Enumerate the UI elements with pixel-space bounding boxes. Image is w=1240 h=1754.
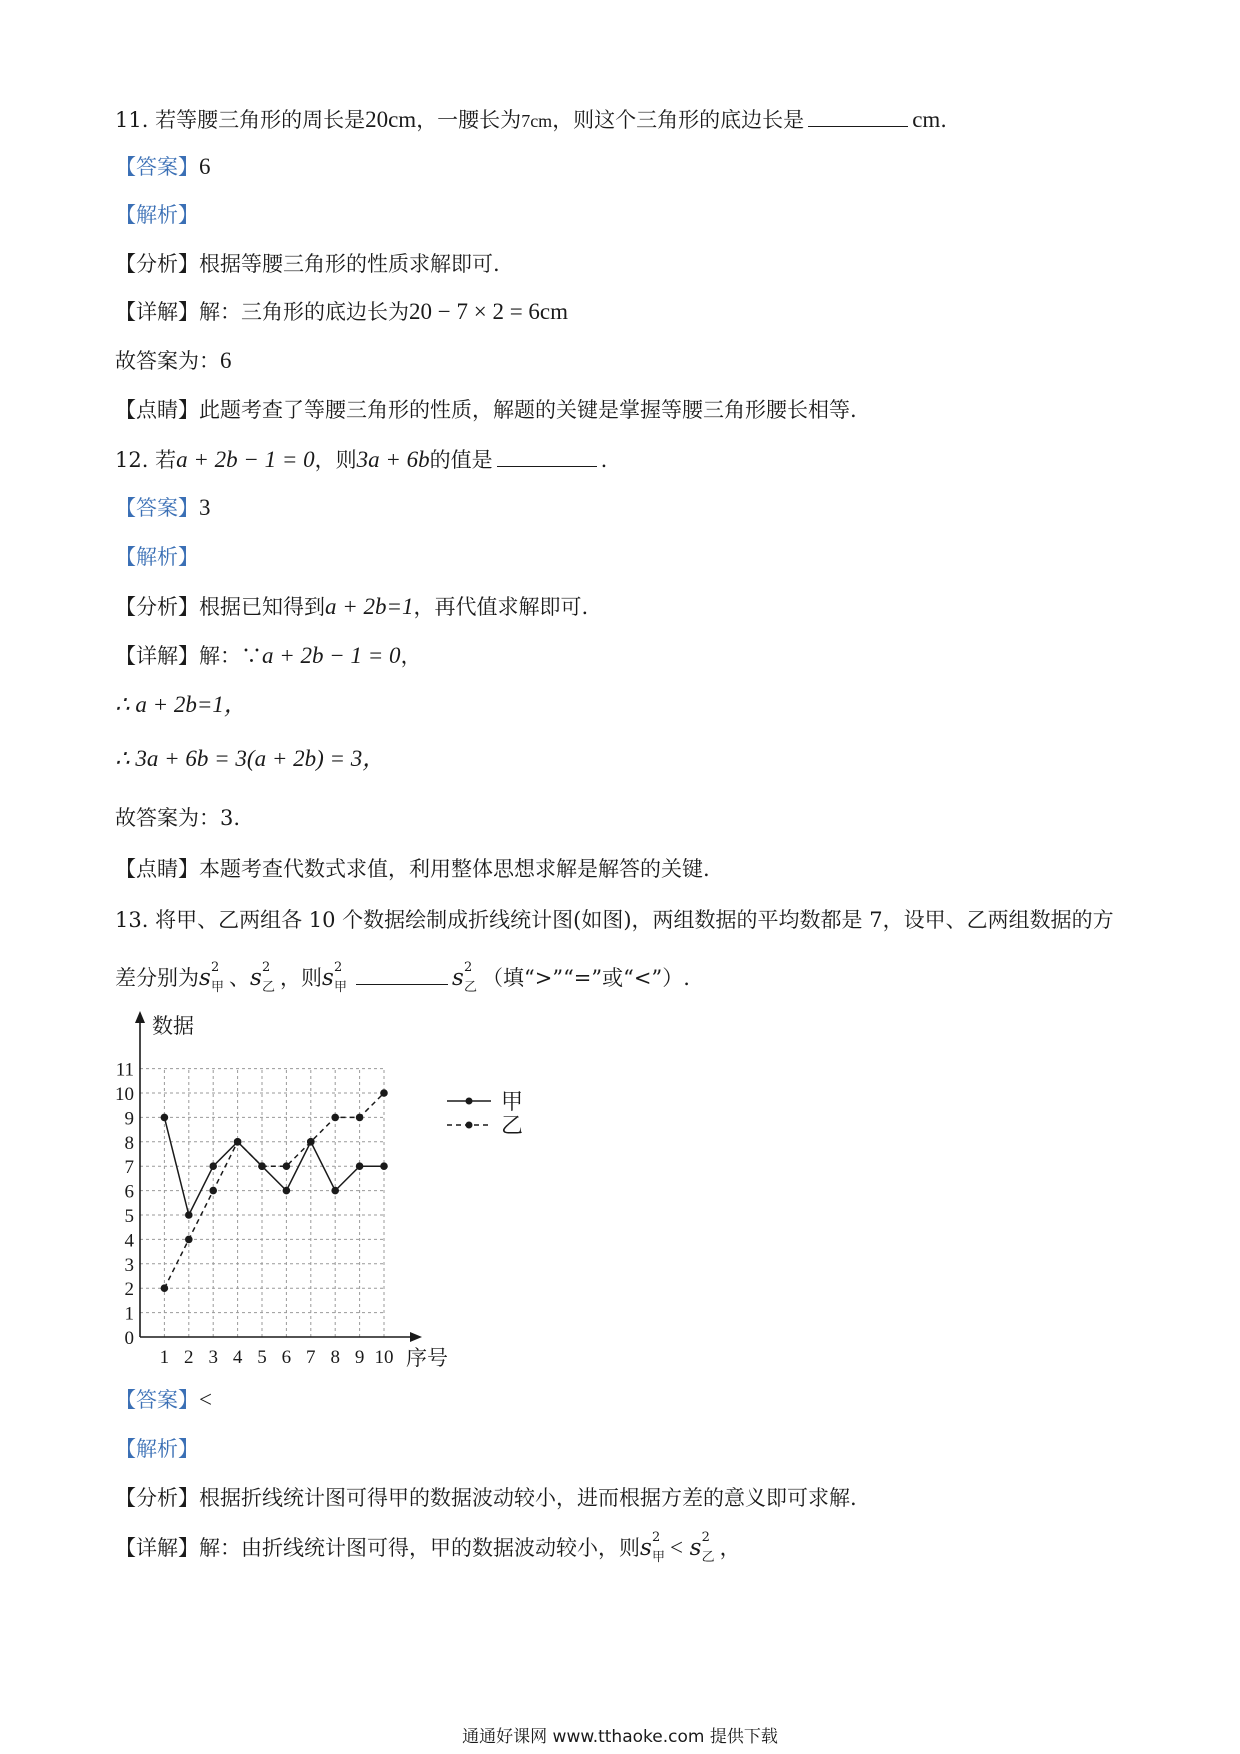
q12-dianjing: 【点睛】本题考查代数式求值，利用整体思想求解是解答的关键. bbox=[115, 857, 710, 881]
s-jia-squared: s 2 甲 bbox=[199, 960, 225, 995]
q12-step1: ∴ a + 2b=1， bbox=[115, 692, 247, 717]
legend-marker-yi bbox=[466, 1122, 473, 1129]
y-axis-arrow bbox=[135, 1011, 145, 1023]
y-tick-label: 8 bbox=[124, 1132, 134, 1154]
x-tick-label: 10 bbox=[374, 1347, 394, 1368]
q12-xiangjie: 【详解】解：∵a + 2b − 1 = 0， bbox=[115, 643, 422, 668]
data-point-yi bbox=[380, 1089, 388, 1097]
q11-blank[interactable] bbox=[808, 104, 908, 127]
y-tick-label: 10 bbox=[115, 1084, 134, 1105]
y-tick-label: 9 bbox=[124, 1108, 134, 1130]
q11-dianjing: 【点睛】此题考查了等腰三角形的性质，解题的关键是掌握等腰三角形腰长相等. bbox=[115, 398, 857, 422]
q11-fenxi: 【分析】根据等腰三角形的性质求解即可. bbox=[115, 252, 500, 276]
line-chart bbox=[115, 1005, 595, 1380]
y-tick-label: 2 bbox=[124, 1279, 134, 1301]
x-axis-label: 序号 bbox=[406, 1346, 448, 1370]
q12-stem: 12. 若a + 2b − 1 = 0，则3a + 6b的值是 . bbox=[115, 444, 607, 475]
q11-final: 故答案为：6 bbox=[115, 348, 232, 373]
x-axis-arrow bbox=[410, 1332, 422, 1342]
q12-step2: ∴ 3a + 6b = 3(a + 2b) = 3， bbox=[115, 746, 386, 771]
q13-answer: 【答案】< bbox=[115, 1387, 212, 1412]
data-point-jia bbox=[185, 1211, 193, 1219]
data-point-jia bbox=[356, 1162, 364, 1170]
y-tick-label: 3 bbox=[124, 1254, 134, 1276]
x-tick-label: 1 bbox=[159, 1347, 170, 1368]
q13-analysis-tag: 【解析】 bbox=[115, 1437, 199, 1461]
s-jia-squared-2: s 2 甲 bbox=[322, 960, 348, 995]
x-tick-label: 6 bbox=[281, 1347, 292, 1368]
footer: 通通好课网 www.tthaoke.com 提供下载 bbox=[462, 1727, 778, 1747]
s-yi-squared-2: s 2 乙 bbox=[452, 960, 478, 995]
q13-stem-line2: 差分别为s 2 甲 、s 2 乙 ，则s 2 甲 s 2 乙 （填“>”“=”或“<”）. bbox=[115, 960, 690, 995]
data-point-jia bbox=[380, 1162, 388, 1170]
legend-marker-jia bbox=[466, 1098, 473, 1105]
y-tick-label: 6 bbox=[124, 1181, 134, 1203]
data-point-yi bbox=[331, 1114, 339, 1122]
x-tick-label: 8 bbox=[330, 1347, 340, 1368]
y-tick-label: 0 bbox=[124, 1328, 134, 1349]
y-tick-label: 7 bbox=[124, 1157, 134, 1179]
q13-stem-line1: 13. 将甲、乙两组各 10 个数据绘制成折线统计图(如图)，两组数据的平均数都是 7，设甲、乙两组数据的方 bbox=[115, 908, 1114, 932]
q11-stem: 11. 若等腰三角形的周长是20cm，一腰长为7cm，则这个三角形的底边长是 cm. bbox=[115, 104, 947, 136]
s-yi-squared-3: s 2 乙 bbox=[689, 1530, 715, 1565]
data-point-jia bbox=[161, 1114, 169, 1122]
x-tick-label: 7 bbox=[306, 1347, 316, 1368]
data-point-jia bbox=[283, 1187, 291, 1195]
x-tick-label: 5 bbox=[257, 1347, 267, 1368]
data-point-yi bbox=[356, 1114, 364, 1122]
data-point-jia bbox=[209, 1162, 217, 1170]
q13-xiangjie: 【详解】解：由折线统计图可得，甲的数据波动较小，则s 2 甲 < s 2 乙 ， bbox=[115, 1530, 741, 1565]
q12-blank[interactable] bbox=[497, 444, 597, 467]
y-tick-label: 5 bbox=[124, 1206, 134, 1227]
q11-answer: 【答案】6 bbox=[115, 154, 211, 179]
legend-label-yi: 乙 bbox=[501, 1114, 524, 1139]
s-jia-squared-3: s 2 甲 bbox=[640, 1530, 666, 1565]
x-tick-label: 3 bbox=[208, 1347, 218, 1368]
q13-blank[interactable] bbox=[356, 962, 448, 985]
q12-answer: 【答案】3 bbox=[115, 495, 211, 520]
y-tick-label: 1 bbox=[124, 1303, 134, 1325]
legend-label-jia: 甲 bbox=[501, 1090, 524, 1115]
y-tick-label: 4 bbox=[124, 1230, 134, 1252]
data-point-yi bbox=[209, 1187, 217, 1195]
q12-fenxi: 【分析】根据已知得到a + 2b=1，再代值求解即可. bbox=[115, 594, 589, 619]
data-point-jia bbox=[331, 1187, 339, 1195]
data-point-yi bbox=[258, 1162, 266, 1170]
data-point-yi bbox=[161, 1284, 169, 1292]
y-axis-label: 数据 bbox=[152, 1014, 194, 1038]
q13-fenxi: 【分析】根据折线统计图可得甲的数据波动较小，进而根据方差的意义即可求解. bbox=[115, 1486, 857, 1510]
data-point-yi bbox=[234, 1138, 242, 1146]
data-point-yi bbox=[307, 1138, 315, 1146]
y-tick-label: 11 bbox=[115, 1059, 134, 1081]
q12-final: 故答案为：3. bbox=[115, 806, 241, 830]
x-tick-label: 9 bbox=[354, 1347, 365, 1368]
q11-xiangjie: 【详解】解：三角形的底边长为20 − 7 × 2 = 6cm bbox=[115, 299, 569, 324]
x-tick-label: 2 bbox=[184, 1347, 194, 1368]
s-yi-squared: s 2 乙 bbox=[250, 960, 276, 995]
x-tick-label: 4 bbox=[232, 1347, 243, 1368]
q11-analysis-tag: 【解析】 bbox=[115, 203, 199, 227]
data-point-yi bbox=[283, 1162, 291, 1170]
data-point-yi bbox=[185, 1236, 193, 1244]
q12-analysis-tag: 【解析】 bbox=[115, 545, 199, 569]
